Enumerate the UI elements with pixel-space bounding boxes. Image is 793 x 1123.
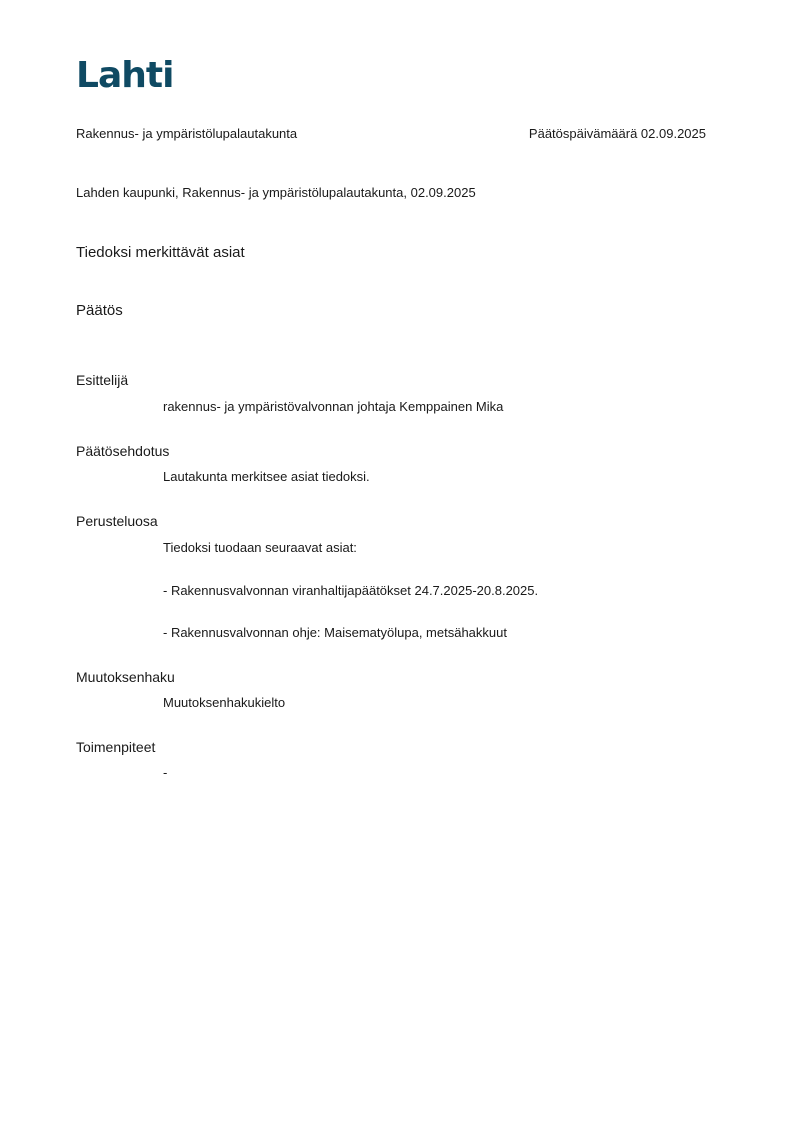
- presenter-text: rakennus- ja ympäristövalvonnan johtaja Kemppainen Mika: [163, 399, 504, 414]
- document-title: Tiedoksi merkittävät asiat: [76, 244, 245, 261]
- appeal-label: Muutoksenhaku: [76, 669, 175, 685]
- decision-heading: Päätös: [76, 302, 123, 319]
- justification-item: - Rakennusvalvonnan viranhaltijapäätökset 24.7.2025-20.8.2025.: [163, 583, 539, 598]
- appeal-text: Muutoksenhakukielto: [163, 695, 286, 710]
- committee-name: Rakennus- ja ympäristölupalautakunta: [76, 126, 298, 141]
- document-header: [76, 126, 706, 144]
- meeting-line: Lahden kaupunki, Rakennus- ja ympäristölupalautakunta, 02.09.2025: [76, 185, 476, 200]
- decision-date: Päätöspäivämäärä 02.09.2025: [528, 126, 706, 141]
- presenter-label: Esittelijä: [76, 372, 129, 388]
- justification-intro: Tiedoksi tuodaan seuraavat asiat:: [163, 540, 357, 555]
- actions-text: -: [163, 765, 168, 780]
- lahti-logo: Lahti: [76, 55, 174, 96]
- actions-label: Toimenpiteet: [76, 739, 156, 755]
- proposal-label: Päätösehdotus: [76, 443, 170, 459]
- justification-label: Perusteluosa: [76, 513, 158, 529]
- proposal-text: Lautakunta merkitsee asiat tiedoksi.: [163, 469, 370, 484]
- justification-item: - Rakennusvalvonnan ohje: Maisematyölupa, metsähakkuut: [163, 625, 507, 640]
